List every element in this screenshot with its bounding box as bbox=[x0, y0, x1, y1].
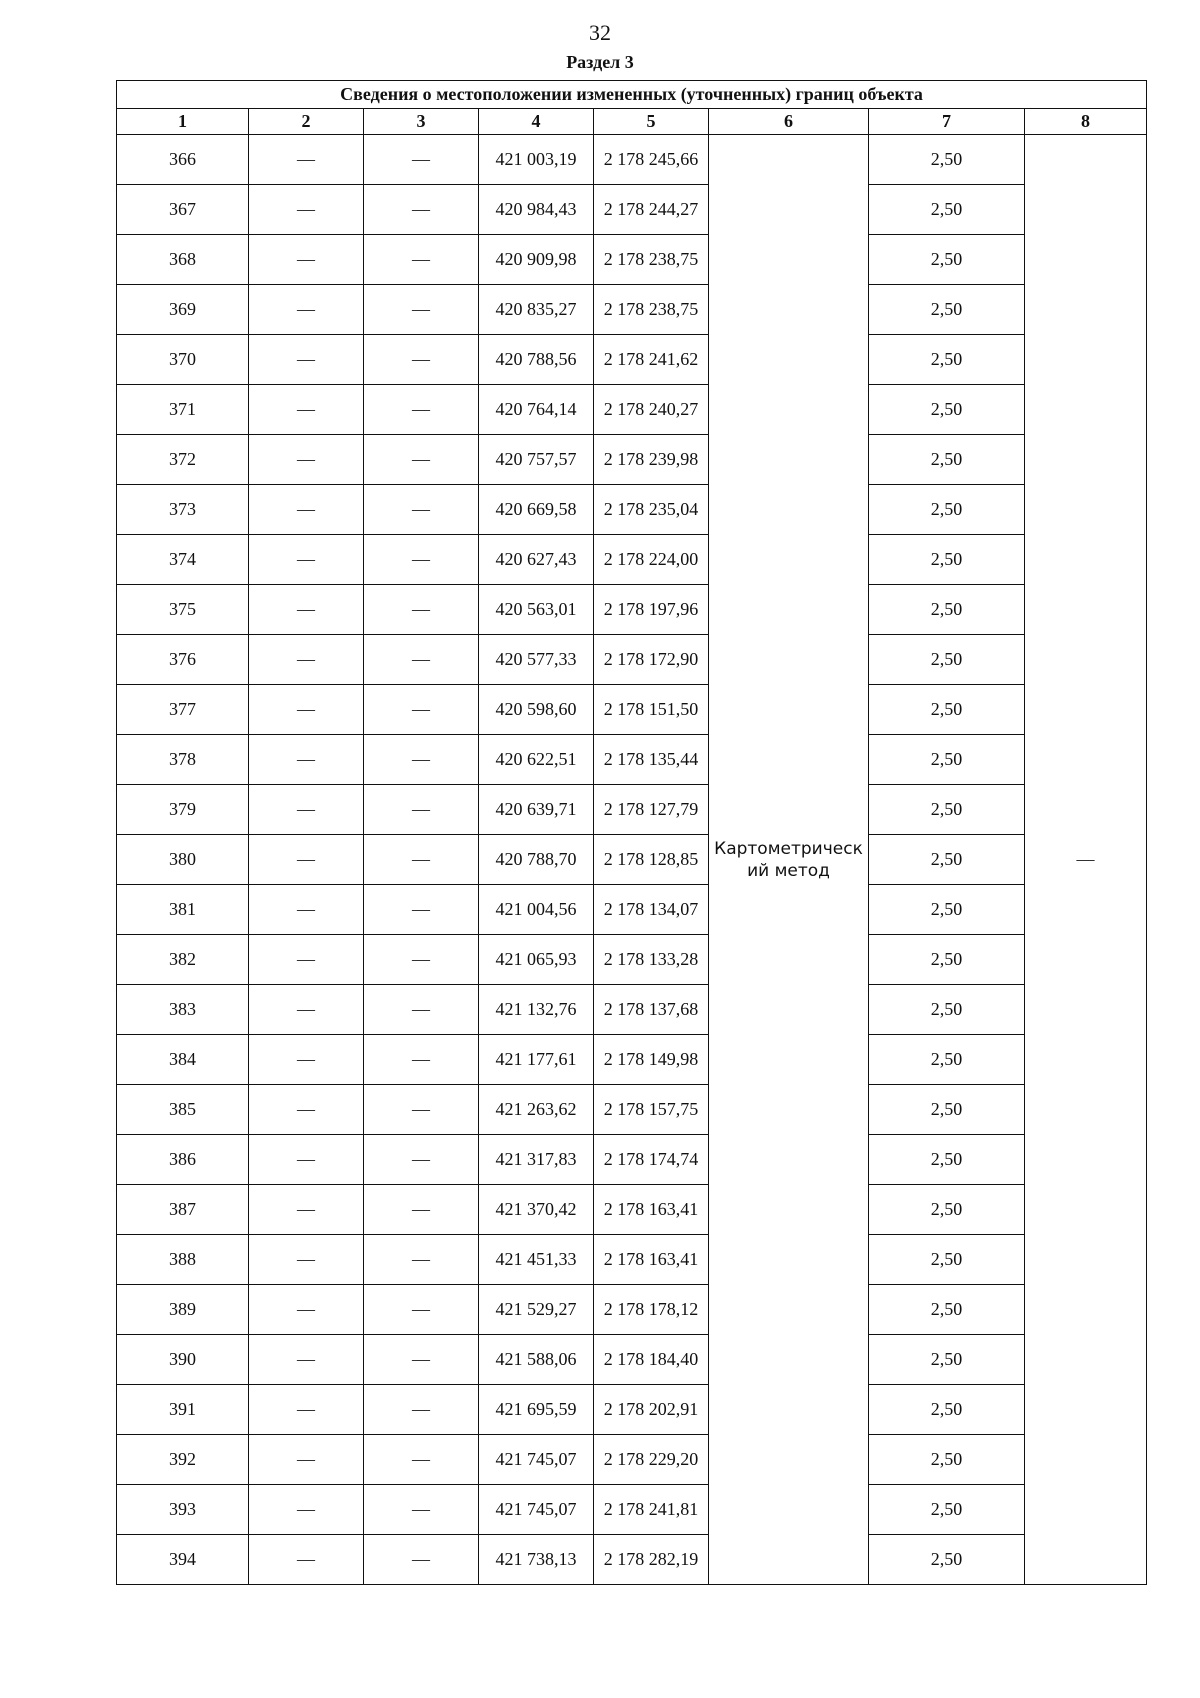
y-coordinate-cell: 2 178 174,74 bbox=[594, 1135, 709, 1185]
column-number-row bbox=[117, 109, 1147, 135]
col3-cell: — bbox=[364, 1035, 479, 1085]
x-coordinate-cell: 420 622,51 bbox=[479, 735, 594, 785]
x-coordinate-cell: 421 003,19 bbox=[479, 135, 594, 185]
col3-cell: — bbox=[364, 1185, 479, 1235]
y-coordinate-cell: 2 178 238,75 bbox=[594, 235, 709, 285]
y-coordinate-cell: 2 178 163,41 bbox=[594, 1235, 709, 1285]
column-number-4: 4 bbox=[479, 109, 594, 135]
x-coordinate-cell: 420 788,56 bbox=[479, 335, 594, 385]
col3-cell: — bbox=[364, 635, 479, 685]
y-coordinate-cell: 2 178 134,07 bbox=[594, 885, 709, 935]
col2-cell: — bbox=[249, 1385, 364, 1435]
x-coordinate-cell: 421 745,07 bbox=[479, 1435, 594, 1485]
point-number-cell: 391 bbox=[117, 1385, 249, 1435]
x-coordinate-cell: 421 132,76 bbox=[479, 985, 594, 1035]
y-coordinate-cell: 2 178 238,75 bbox=[594, 285, 709, 335]
col2-cell: — bbox=[249, 1285, 364, 1335]
y-coordinate-cell: 2 178 282,19 bbox=[594, 1535, 709, 1585]
col3-cell: — bbox=[364, 385, 479, 435]
accuracy-cell: 2,50 bbox=[869, 635, 1025, 685]
point-number-cell: 366 bbox=[117, 135, 249, 185]
col2-cell: — bbox=[249, 1135, 364, 1185]
point-number-cell: 379 bbox=[117, 785, 249, 835]
col3-cell: — bbox=[364, 985, 479, 1035]
col2-cell: — bbox=[249, 835, 364, 885]
col3-cell: — bbox=[364, 1085, 479, 1135]
col3-cell: — bbox=[364, 435, 479, 485]
accuracy-cell: 2,50 bbox=[869, 435, 1025, 485]
accuracy-cell: 2,50 bbox=[869, 135, 1025, 185]
accuracy-cell: 2,50 bbox=[869, 235, 1025, 285]
point-number-cell: 375 bbox=[117, 585, 249, 635]
col3-cell: — bbox=[364, 1335, 479, 1385]
accuracy-cell: 2,50 bbox=[869, 885, 1025, 935]
point-number-cell: 387 bbox=[117, 1185, 249, 1235]
accuracy-cell: 2,50 bbox=[869, 1485, 1025, 1535]
point-number-cell: 392 bbox=[117, 1435, 249, 1485]
col3-cell: — bbox=[364, 1535, 479, 1585]
col3-cell: — bbox=[364, 835, 479, 885]
point-number-cell: 368 bbox=[117, 235, 249, 285]
col8-cell: — bbox=[1025, 135, 1147, 1585]
x-coordinate-cell: 420 669,58 bbox=[479, 485, 594, 535]
table-row bbox=[117, 235, 1147, 285]
y-coordinate-cell: 2 178 151,50 bbox=[594, 685, 709, 735]
column-number-5: 5 bbox=[594, 109, 709, 135]
point-number-cell: 381 bbox=[117, 885, 249, 935]
accuracy-cell: 2,50 bbox=[869, 1035, 1025, 1085]
section-title: Раздел 3 bbox=[566, 52, 634, 72]
table-row bbox=[117, 285, 1147, 335]
y-coordinate-cell: 2 178 235,04 bbox=[594, 485, 709, 535]
x-coordinate-cell: 421 317,83 bbox=[479, 1135, 594, 1185]
y-coordinate-cell: 2 178 128,85 bbox=[594, 835, 709, 885]
point-number-cell: 370 bbox=[117, 335, 249, 385]
accuracy-cell: 2,50 bbox=[869, 335, 1025, 385]
column-number-7: 7 bbox=[869, 109, 1025, 135]
table-row bbox=[117, 1185, 1147, 1235]
table-row bbox=[117, 1335, 1147, 1385]
col2-cell: — bbox=[249, 1085, 364, 1135]
table-body bbox=[117, 135, 1147, 1585]
accuracy-cell: 2,50 bbox=[869, 835, 1025, 885]
accuracy-cell: 2,50 bbox=[869, 685, 1025, 735]
x-coordinate-cell: 421 695,59 bbox=[479, 1385, 594, 1435]
y-coordinate-cell: 2 178 137,68 bbox=[594, 985, 709, 1035]
accuracy-cell: 2,50 bbox=[869, 935, 1025, 985]
col2-cell: — bbox=[249, 885, 364, 935]
column-number-8: 8 bbox=[1025, 109, 1147, 135]
col3-cell: — bbox=[364, 1435, 479, 1485]
accuracy-cell: 2,50 bbox=[869, 385, 1025, 435]
x-coordinate-cell: 420 639,71 bbox=[479, 785, 594, 835]
point-number-cell: 377 bbox=[117, 685, 249, 735]
point-number-cell: 393 bbox=[117, 1485, 249, 1535]
x-coordinate-cell: 420 835,27 bbox=[479, 285, 594, 335]
col2-cell: — bbox=[249, 785, 364, 835]
method-cell: Картометрический метод bbox=[709, 135, 869, 1585]
col3-cell: — bbox=[364, 935, 479, 985]
x-coordinate-cell: 421 263,62 bbox=[479, 1085, 594, 1135]
column-number-1: 1 bbox=[117, 109, 249, 135]
col2-cell: — bbox=[249, 685, 364, 735]
table-row bbox=[117, 1385, 1147, 1435]
x-coordinate-cell: 420 598,60 bbox=[479, 685, 594, 735]
table-row bbox=[117, 335, 1147, 385]
x-coordinate-cell: 420 984,43 bbox=[479, 185, 594, 235]
table-row bbox=[117, 185, 1147, 235]
col2-cell: — bbox=[249, 485, 364, 535]
table-row bbox=[117, 935, 1147, 985]
point-number-cell: 386 bbox=[117, 1135, 249, 1185]
accuracy-cell: 2,50 bbox=[869, 185, 1025, 235]
col3-cell: — bbox=[364, 335, 479, 385]
accuracy-cell: 2,50 bbox=[869, 1085, 1025, 1135]
accuracy-cell: 2,50 bbox=[869, 785, 1025, 835]
table-row bbox=[117, 1435, 1147, 1485]
point-number-cell: 374 bbox=[117, 535, 249, 585]
y-coordinate-cell: 2 178 241,62 bbox=[594, 335, 709, 385]
col3-cell: — bbox=[364, 1485, 479, 1535]
point-number-cell: 378 bbox=[117, 735, 249, 785]
table-row bbox=[117, 1085, 1147, 1135]
accuracy-cell: 2,50 bbox=[869, 1435, 1025, 1485]
column-number-2: 2 bbox=[249, 109, 364, 135]
col3-cell: — bbox=[364, 1285, 479, 1335]
point-number-cell: 385 bbox=[117, 1085, 249, 1135]
y-coordinate-cell: 2 178 245,66 bbox=[594, 135, 709, 185]
y-coordinate-cell: 2 178 127,79 bbox=[594, 785, 709, 835]
accuracy-cell: 2,50 bbox=[869, 485, 1025, 535]
y-coordinate-cell: 2 178 202,91 bbox=[594, 1385, 709, 1435]
accuracy-cell: 2,50 bbox=[869, 585, 1025, 635]
y-coordinate-cell: 2 178 244,27 bbox=[594, 185, 709, 235]
y-coordinate-cell: 2 178 149,98 bbox=[594, 1035, 709, 1085]
col2-cell: — bbox=[249, 435, 364, 485]
table-row bbox=[117, 435, 1147, 485]
point-number-cell: 382 bbox=[117, 935, 249, 985]
x-coordinate-cell: 421 004,56 bbox=[479, 885, 594, 935]
x-coordinate-cell: 420 627,43 bbox=[479, 535, 594, 585]
point-number-cell: 390 bbox=[117, 1335, 249, 1385]
accuracy-cell: 2,50 bbox=[869, 1185, 1025, 1235]
point-number-cell: 373 bbox=[117, 485, 249, 535]
col2-cell: — bbox=[249, 1185, 364, 1235]
table-row bbox=[117, 835, 1147, 885]
col3-cell: — bbox=[364, 1135, 479, 1185]
col2-cell: — bbox=[249, 385, 364, 435]
table-row bbox=[117, 385, 1147, 435]
col3-cell: — bbox=[364, 485, 479, 535]
table-row bbox=[117, 135, 1147, 185]
col3-cell: — bbox=[364, 535, 479, 585]
col3-cell: — bbox=[364, 885, 479, 935]
table-row bbox=[117, 585, 1147, 635]
column-number-6: 6 bbox=[709, 109, 869, 135]
y-coordinate-cell: 2 178 157,75 bbox=[594, 1085, 709, 1135]
x-coordinate-cell: 420 764,14 bbox=[479, 385, 594, 435]
col2-cell: — bbox=[249, 985, 364, 1035]
point-number-cell: 394 bbox=[117, 1535, 249, 1585]
accuracy-cell: 2,50 bbox=[869, 1135, 1025, 1185]
point-number-cell: 388 bbox=[117, 1235, 249, 1285]
col2-cell: — bbox=[249, 1535, 364, 1585]
point-number-cell: 383 bbox=[117, 985, 249, 1035]
accuracy-cell: 2,50 bbox=[869, 1335, 1025, 1385]
accuracy-cell: 2,50 bbox=[869, 985, 1025, 1035]
col2-cell: — bbox=[249, 285, 364, 335]
table-caption: Сведения о местоположении измененных (уточненных) границ объекта bbox=[117, 81, 1147, 109]
table-row bbox=[117, 1035, 1147, 1085]
table-row bbox=[117, 1535, 1147, 1585]
x-coordinate-cell: 420 788,70 bbox=[479, 835, 594, 885]
col2-cell: — bbox=[249, 1485, 364, 1535]
table-row bbox=[117, 535, 1147, 585]
col3-cell: — bbox=[364, 1235, 479, 1285]
table-row bbox=[117, 1485, 1147, 1535]
point-number-cell: 369 bbox=[117, 285, 249, 335]
accuracy-cell: 2,50 bbox=[869, 1535, 1025, 1585]
table-row bbox=[117, 635, 1147, 685]
col3-cell: — bbox=[364, 235, 479, 285]
table-row bbox=[117, 1285, 1147, 1335]
x-coordinate-cell: 421 177,61 bbox=[479, 1035, 594, 1085]
col3-cell: — bbox=[364, 785, 479, 835]
accuracy-cell: 2,50 bbox=[869, 1385, 1025, 1435]
col2-cell: — bbox=[249, 1035, 364, 1085]
y-coordinate-cell: 2 178 241,81 bbox=[594, 1485, 709, 1535]
point-number-cell: 376 bbox=[117, 635, 249, 685]
point-number-cell: 367 bbox=[117, 185, 249, 235]
page-number: 32 bbox=[589, 20, 611, 45]
y-coordinate-cell: 2 178 224,00 bbox=[594, 535, 709, 585]
accuracy-cell: 2,50 bbox=[869, 285, 1025, 335]
col2-cell: — bbox=[249, 635, 364, 685]
x-coordinate-cell: 421 370,42 bbox=[479, 1185, 594, 1235]
coordinates-table bbox=[116, 80, 1147, 1585]
y-coordinate-cell: 2 178 197,96 bbox=[594, 585, 709, 635]
col3-cell: — bbox=[364, 135, 479, 185]
y-coordinate-cell: 2 178 135,44 bbox=[594, 735, 709, 785]
col2-cell: — bbox=[249, 1335, 364, 1385]
column-number-3: 3 bbox=[364, 109, 479, 135]
y-coordinate-cell: 2 178 163,41 bbox=[594, 1185, 709, 1235]
y-coordinate-cell: 2 178 178,12 bbox=[594, 1285, 709, 1335]
y-coordinate-cell: 2 178 229,20 bbox=[594, 1435, 709, 1485]
point-number-cell: 371 bbox=[117, 385, 249, 435]
x-coordinate-cell: 421 588,06 bbox=[479, 1335, 594, 1385]
table-row bbox=[117, 985, 1147, 1035]
x-coordinate-cell: 421 738,13 bbox=[479, 1535, 594, 1585]
y-coordinate-cell: 2 178 184,40 bbox=[594, 1335, 709, 1385]
col3-cell: — bbox=[364, 185, 479, 235]
point-number-cell: 380 bbox=[117, 835, 249, 885]
col2-cell: — bbox=[249, 335, 364, 385]
table-row bbox=[117, 885, 1147, 935]
x-coordinate-cell: 420 563,01 bbox=[479, 585, 594, 635]
point-number-cell: 389 bbox=[117, 1285, 249, 1335]
col2-cell: — bbox=[249, 735, 364, 785]
col2-cell: — bbox=[249, 235, 364, 285]
x-coordinate-cell: 421 529,27 bbox=[479, 1285, 594, 1335]
table-row bbox=[117, 785, 1147, 835]
point-number-cell: 384 bbox=[117, 1035, 249, 1085]
col2-cell: — bbox=[249, 935, 364, 985]
x-coordinate-cell: 421 451,33 bbox=[479, 1235, 594, 1285]
col3-cell: — bbox=[364, 735, 479, 785]
table-row bbox=[117, 685, 1147, 735]
col2-cell: — bbox=[249, 185, 364, 235]
x-coordinate-cell: 421 065,93 bbox=[479, 935, 594, 985]
y-coordinate-cell: 2 178 172,90 bbox=[594, 635, 709, 685]
accuracy-cell: 2,50 bbox=[869, 535, 1025, 585]
table-row bbox=[117, 735, 1147, 785]
col3-cell: — bbox=[364, 1385, 479, 1435]
y-coordinate-cell: 2 178 240,27 bbox=[594, 385, 709, 435]
x-coordinate-cell: 420 577,33 bbox=[479, 635, 594, 685]
x-coordinate-cell: 421 745,07 bbox=[479, 1485, 594, 1535]
accuracy-cell: 2,50 bbox=[869, 1285, 1025, 1335]
table-row bbox=[117, 1235, 1147, 1285]
col2-cell: — bbox=[249, 535, 364, 585]
col2-cell: — bbox=[249, 1235, 364, 1285]
accuracy-cell: 2,50 bbox=[869, 1235, 1025, 1285]
point-number-cell: 372 bbox=[117, 435, 249, 485]
col2-cell: — bbox=[249, 135, 364, 185]
accuracy-cell: 2,50 bbox=[869, 735, 1025, 785]
col3-cell: — bbox=[364, 585, 479, 635]
col2-cell: — bbox=[249, 1435, 364, 1485]
y-coordinate-cell: 2 178 239,98 bbox=[594, 435, 709, 485]
x-coordinate-cell: 420 909,98 bbox=[479, 235, 594, 285]
col2-cell: — bbox=[249, 585, 364, 635]
table-row bbox=[117, 1135, 1147, 1185]
x-coordinate-cell: 420 757,57 bbox=[479, 435, 594, 485]
y-coordinate-cell: 2 178 133,28 bbox=[594, 935, 709, 985]
table-row bbox=[117, 485, 1147, 535]
col3-cell: — bbox=[364, 285, 479, 335]
col3-cell: — bbox=[364, 685, 479, 735]
